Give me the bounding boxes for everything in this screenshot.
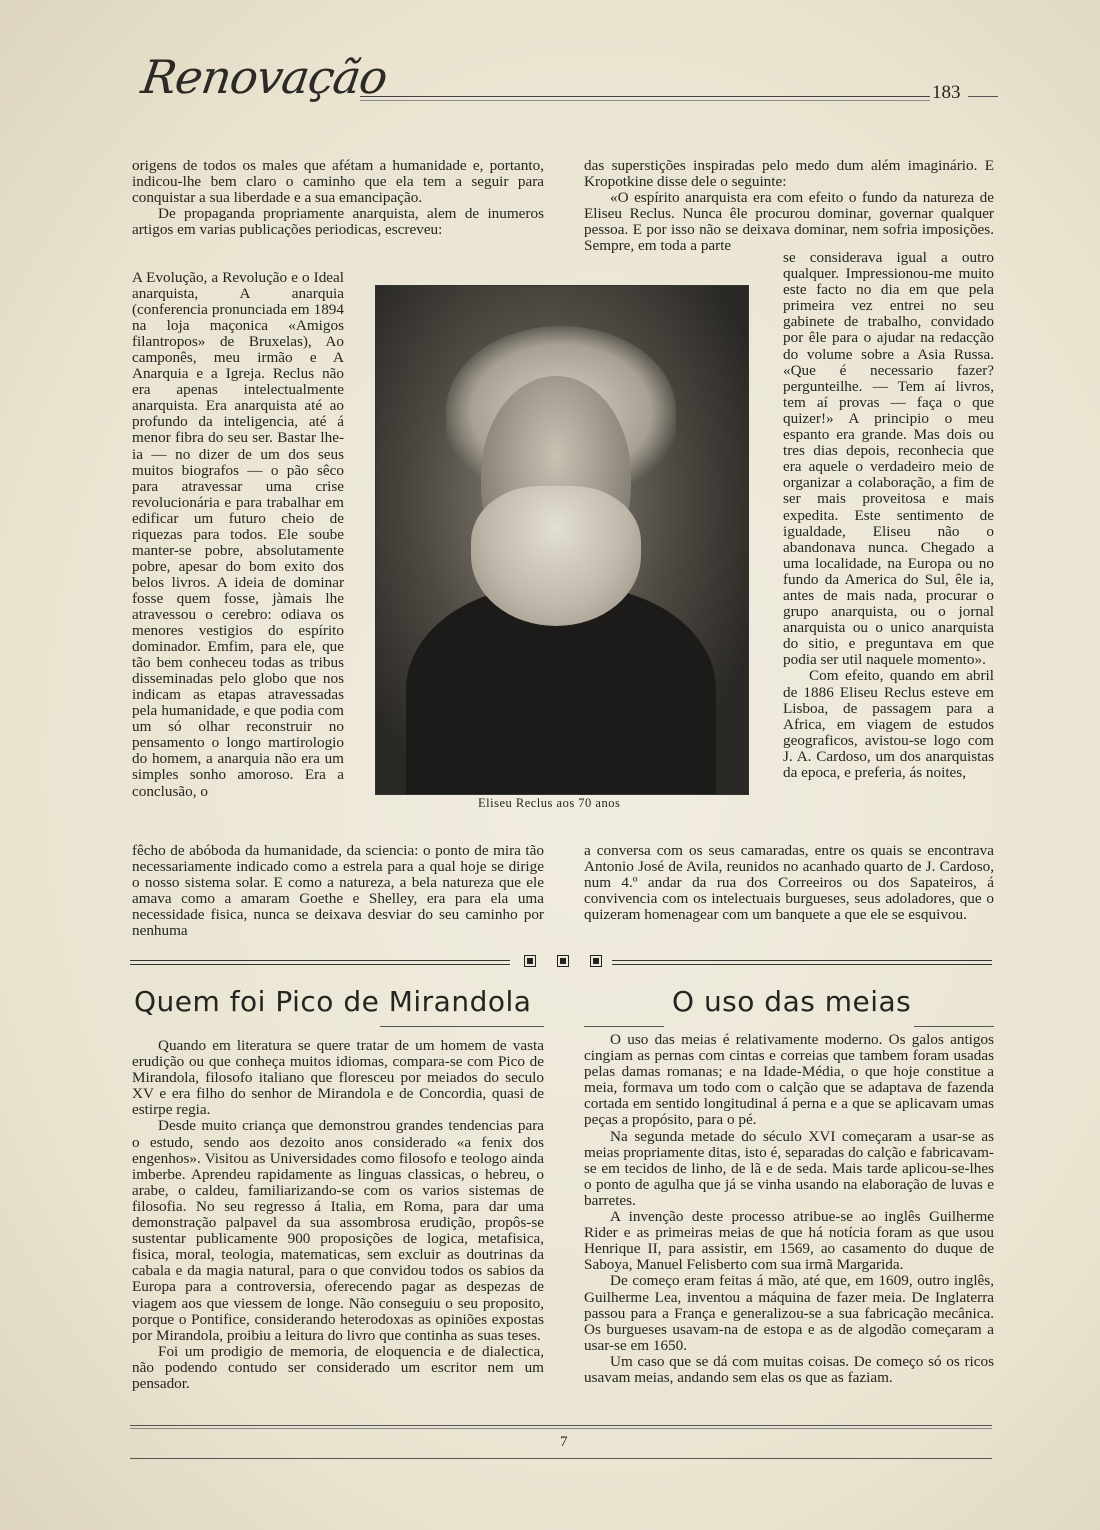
left-column-narrow — [132, 270, 344, 800]
quote-paragraph: «O espírito anarquista era com efeito o fundo da natureza de Eliseu Reclus. Nunca êle procurou dominar, governar qualquer pessoa. E por isso não se deixava dominar, nem sofria imposições. Sempre, em toda a parte — [584, 189, 994, 255]
paragraph: origens de todos os males que afétam a humanidade e, portanto, indicou-lhe bem claro o caminho que ela tem a seguir para conquistar a sua liberdade e a sua emancipação. — [132, 157, 544, 207]
article-body-meias — [584, 1032, 994, 1386]
section-divider — [130, 955, 992, 969]
paragraph: Foi um prodigio de memoria, de eloquencia e de dialectica, não podendo contudo ser considerado um escritor nem um pensador. — [132, 1342, 544, 1392]
right-column-narrow — [783, 250, 994, 781]
paragraph: fêcho de abóboda da humanidade, da sciencia: o ponto de mira tão necessariamente indicado como a estrela para a qual hoje se dirige o nosso sistema solar. E como a natureza, a bela natureza que ele amava como a amaram Goethe e Shelley, era para ela uma necessidade fisica, nunca se deixava desviar do seu caminho por nenhuma — [132, 842, 544, 940]
ornament-square-icon — [557, 955, 569, 967]
paragraph: O uso das meias é relativamente moderno. Os galos antigos cingiam as pernas com cintas e correias que tambem foram usadas pelas damas romanas; e na Idade-Média, o que hoje constitue a meia, formava um todo com o calção que se adaptava de fazenda cortada em sentido longitudinal á perna e a que se aplicavam umas peças a propósito, para o pé. — [584, 1031, 994, 1129]
footer-rule-bottom — [130, 1458, 992, 1459]
article-title-meias: O uso das meias — [672, 985, 912, 1018]
paragraph: Um caso que se dá com muitas coisas. De começo só os ricos usavam meias, andando sem elas os que as faziam. — [584, 1352, 994, 1386]
paragraph: Com efeito, quando em abril de 1886 Eliseu Reclus esteve em Lisboa, de passagem para a Africa, em viagem de estudos geograficos, avistou-se logo com J. A. Cardoso, um dos anarquistas da epoca, e preferia, ás noites, — [783, 667, 994, 781]
divider-line-right — [612, 960, 992, 965]
paragraph: De propaganda propriamente anarquista, alem de inumeros artigos em varias publicações periodicas, escreveu: — [132, 205, 544, 239]
article-title-pico: Quem foi Pico de Mirandola — [134, 985, 532, 1018]
paragraph: A invenção deste processo atribue-se ao inglês Guilherme Rider e as primeiras meias de que há notícia foram as que usou Henrique II, para assistir, em 1569, ao casamento do duque de Saboya, Manuel Felisberto com sua irmã Margarida. — [584, 1208, 994, 1274]
portrait-photo — [375, 285, 749, 795]
title-underline-left — [584, 1026, 664, 1027]
paragraph: se considerava igual a outro qualquer. Impressionou-me muito este facto no dia em que pela primeira vez entrei no seu gabinete de trabalho, convidado por êle para o ajudar na redacção do volume sobre a Asia Russa. «Que é necessario fazer? pergunteilhe. — Tem aí livros, tem aí provas — faça o que quizer!» A principio o meu espanto era grande. Mas dois ou tres dias depois, reconhecia que era aquele o verdadeiro meio de organizar a colaboração, a fim de ser mais proveitosa e mais expedita. Este sentimento de igualdade, Eliseu não o abandonava nunca. Chegado a uma localidade, na Europa ou no fundo da America do Sul, êle ia, antes de mais nada, procurar o grupo anarquista, ou o jornal anarquista ou o unico anarquista do sitio, e preguntava em que podia ser util naquele momento». — [783, 249, 994, 669]
paragraph: De começo eram feitas á mão, até que, em 1609, outro inglês, Guilherme Lea, inventou a máquina de fazer meia. De Inglaterra passou para a França e generalizou-se a sua fabricação mecânica. Os burgueses usavam-na de estopa e as de algodão começaram a usar-se em 1650. — [584, 1272, 994, 1354]
page-number: 183 — [932, 82, 961, 103]
paragraph: Quando em literatura se quere tratar de um homem de vasta erudição ou que conheça muitos idiomas, compara-se com Pico de Mirandola, filosofo italiano que floresceu por meiados do seculo XV e era filho do senhor de Mirandola e de Concordia, quasi de estirpe regia. — [132, 1037, 544, 1119]
paragraph: das superstições inspiradas pelo medo dum além imaginário. E Kropotkine disse dele o seguinte: — [584, 157, 994, 191]
right-column-bottom — [584, 843, 994, 923]
paragraph: Na segunda metade do século XVI começaram a usar-se as meias propriamente ditas, isto é, separadas do calção e fabricavam-se em tecidos de linho, de lã e de seda. Mais tarde aplicou-se-lhes o ponto de agulha que já se vinha usando na elaboração de luvas e barretes. — [584, 1127, 994, 1209]
footer-rule — [130, 1425, 992, 1426]
header-rule-end — [968, 96, 998, 97]
ornament-square-icon — [590, 955, 602, 967]
ornament-square-icon — [524, 955, 536, 967]
header-rule — [360, 96, 930, 97]
article-body-pico — [132, 1038, 544, 1392]
title-underline — [380, 1026, 544, 1027]
right-column-top — [584, 158, 994, 255]
sheet-number: 7 — [560, 1434, 568, 1450]
paragraph: Desde muito criança que demonstrou grandes tendencias para o estudo, sendo aos dezoito anos considerado «a fenix dos engenhos». Visitou as Universidades como filosofo e teologo ainda imberbe. Aprendeu rapidamente as linguas classicas, o hebreu, o arabe, o caldeu, familiarizando-se com os varios sistemas de filosofia. No seu regresso á Italia, em Roma, para dar uma demonstração palpavel da sua assombrosa erudição, propôs-se sustentar publicamente 900 proposições de logica, metafisica, fisica, moral, teologia, matematicas, sem excluir as doutrinas da cabala e da magia natural, para o que convidou todos os sabios da Europa para a controversia, oferecendo pagar as despezas de viagem aos que viessem de longe. Não conseguiu o seu proposito, porque o Pontifice, considerando heterodoxas as opiniões expostas por Mirandola, proibiu a leitura do livro que continha as suas teses. — [132, 1117, 544, 1344]
title-underline-right — [914, 1026, 994, 1027]
footer-rule-2 — [130, 1428, 992, 1429]
photo-beard — [471, 486, 641, 626]
paragraph: a conversa com os seus camaradas, entre os quais se encontrava Antonio José de Avila, reunidos no acanhado quarto de J. Cardoso, num 4.º andar da rua dos Correeiros ou dos Sapateiros, á convivencia com os intelectuais burgueses, seus adoladores, que o quizeram homenagear com um banquete a que ele se esquivou. — [584, 842, 994, 924]
masthead — [138, 50, 1002, 130]
left-column-bottom — [132, 843, 544, 940]
photo-caption: Eliseu Reclus aos 70 anos — [478, 796, 621, 810]
brand-logo: Renovação — [138, 50, 391, 104]
divider-line-left — [130, 960, 510, 965]
left-column-top — [132, 158, 544, 238]
paragraph: A Evolução, a Revolução e o Ideal anarquista, A anarquia (conferencia pronunciada em 1894 na loja maçonica «Amigos filantropos» de Bruxelas), Ao camponês, meu irmão e A Anarquia e a Igreja. Reclus não era apenas intelectualmente anarquista. Era anarquista até ao profundo da inteligencia, até á menor fibra do seu ser. Bastar lhe-ia — no dizer de um dos seus muitos biografos — o pão sêco para atravessar uma crise revolucionária e para trabalhar em edificar um futuro cheio de riquezas para todos. Ele soube manter-se pobre, absolutamente pobre, apesar do bom exito dos belos livros. A ideia de dominar fosse quem fosse, jàmais lhe atravessou o cerebro: odiava os menores vestigios do espírito dominador. Emfim, para ele, que tão bem conheceu todas as tribus disseminadas pelo globo que nos indicam as etapas atravessadas pela humanidade, e que podia com um só olhar reconstruir no pensamento o longo martirologio do homem, a anarquia não era um simples sonho amoroso. Era a conclusão, o — [132, 269, 344, 800]
header-rule-2 — [360, 100, 930, 101]
